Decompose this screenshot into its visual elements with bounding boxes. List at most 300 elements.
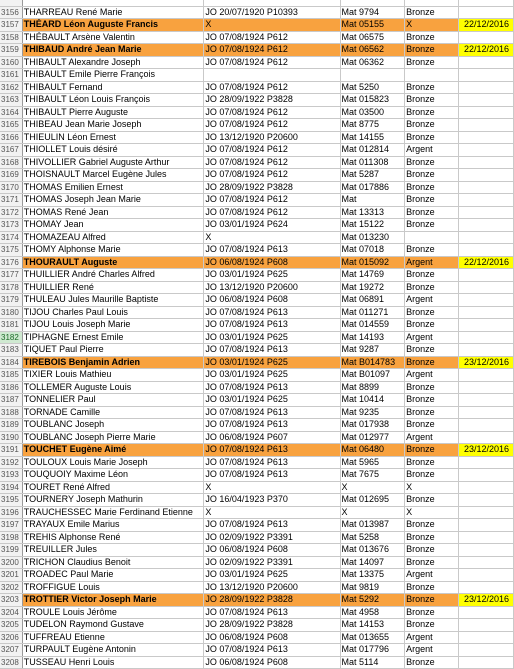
name-cell[interactable]: THÉBAULT Arsène Valentin (22, 31, 204, 44)
reference-cell[interactable]: JO 07/08/1924 P612 (204, 44, 340, 57)
date-cell[interactable] (459, 344, 514, 357)
reference-cell[interactable]: JO 06/08/1924 P608 (204, 294, 340, 307)
table-row[interactable] (0, 219, 514, 232)
reference-cell[interactable]: JO 02/09/1922 P3391 (204, 531, 340, 544)
reference-cell[interactable]: JO 07/08/1924 P613 (204, 344, 340, 357)
name-cell[interactable]: THOURAULT Auguste (22, 256, 204, 269)
reference-cell[interactable]: JO 06/08/1924 P608 (204, 256, 340, 269)
medal-cell[interactable]: Argent (405, 631, 459, 644)
name-cell[interactable]: THIBAULT Pierre Auguste (22, 106, 204, 119)
matricule-cell[interactable]: Mat 14155 (340, 131, 405, 144)
medal-cell[interactable]: Bronze (405, 594, 459, 607)
row-number[interactable]: 3198 (0, 531, 22, 544)
matricule-cell[interactable]: Mat 014559 (340, 319, 405, 332)
reference-cell[interactable]: JO 07/08/1924 P613 (204, 306, 340, 319)
medal-cell[interactable]: Bronze (405, 619, 459, 632)
reference-cell[interactable]: JO 03/01/1924 P625 (204, 356, 340, 369)
reference-cell[interactable]: JO 03/01/1924 P625 (204, 394, 340, 407)
date-cell[interactable] (459, 106, 514, 119)
table-row[interactable] (0, 556, 514, 569)
row-number[interactable]: 3187 (0, 394, 22, 407)
row-number[interactable]: 3205 (0, 619, 22, 632)
reference-cell[interactable]: JO 03/01/1924 P625 (204, 569, 340, 582)
name-cell[interactable]: THUILLIER René (22, 281, 204, 294)
medal-cell[interactable]: X (405, 506, 459, 519)
date-cell[interactable] (459, 294, 514, 307)
medal-cell[interactable]: Bronze (405, 394, 459, 407)
medal-cell[interactable]: Bronze (405, 306, 459, 319)
matricule-cell[interactable]: Mat 06891 (340, 294, 405, 307)
row-number[interactable]: 3171 (0, 194, 22, 207)
matricule-cell[interactable]: Mat 06480 (340, 444, 405, 457)
name-cell[interactable]: TOLLEMER Auguste Louis (22, 381, 204, 394)
row-number[interactable]: 3166 (0, 131, 22, 144)
table-row[interactable] (0, 81, 514, 94)
date-cell[interactable] (459, 269, 514, 282)
matricule-cell[interactable]: Mat 5287 (340, 169, 405, 182)
table-row[interactable] (0, 344, 514, 357)
table-row[interactable] (0, 631, 514, 644)
reference-cell[interactable]: JO 20/07/1920 P10393 (204, 6, 340, 19)
medal-cell[interactable]: Bronze (405, 456, 459, 469)
table-row[interactable] (0, 569, 514, 582)
date-cell[interactable]: 22/12/2016 (459, 19, 514, 32)
name-cell[interactable]: TIREBOIS Benjamin Adrien (22, 356, 204, 369)
matricule-cell[interactable]: Mat B014783 (340, 356, 405, 369)
name-cell[interactable]: THIBAULT Fernand (22, 81, 204, 94)
date-cell[interactable] (459, 331, 514, 344)
date-cell[interactable] (459, 619, 514, 632)
row-number[interactable]: 3193 (0, 469, 22, 482)
table-row[interactable] (0, 506, 514, 519)
medal-cell[interactable]: Bronze (405, 119, 459, 132)
date-cell[interactable]: 23/12/2016 (459, 444, 514, 457)
row-number[interactable]: 3179 (0, 294, 22, 307)
name-cell[interactable]: TOUCHET Eugène Aimé (22, 444, 204, 457)
reference-cell[interactable]: JO 07/08/1924 P613 (204, 319, 340, 332)
date-cell[interactable]: 22/12/2016 (459, 44, 514, 57)
name-cell[interactable]: THIBAULT Emile Pierre François (22, 69, 204, 82)
reference-cell[interactable]: JO 07/08/1924 P612 (204, 206, 340, 219)
table-row[interactable] (0, 419, 514, 432)
medal-cell[interactable]: Bronze (405, 194, 459, 207)
medal-cell[interactable] (405, 231, 459, 244)
medal-cell[interactable]: Argent (405, 256, 459, 269)
row-number[interactable]: 3188 (0, 406, 22, 419)
date-cell[interactable] (459, 131, 514, 144)
row-number[interactable]: 3175 (0, 244, 22, 257)
date-cell[interactable] (459, 194, 514, 207)
row-number[interactable]: 3177 (0, 269, 22, 282)
medal-cell[interactable]: Bronze (405, 519, 459, 532)
medal-cell[interactable]: Bronze (405, 56, 459, 69)
matricule-cell[interactable]: Mat 017938 (340, 419, 405, 432)
row-number[interactable]: 3162 (0, 81, 22, 94)
reference-cell[interactable]: JO 07/08/1924 P613 (204, 456, 340, 469)
medal-cell[interactable]: Bronze (405, 244, 459, 257)
name-cell[interactable]: TOUBLANC Joseph (22, 419, 204, 432)
row-number[interactable]: 3206 (0, 631, 22, 644)
reference-cell[interactable]: JO 07/08/1924 P613 (204, 244, 340, 257)
medal-cell[interactable]: Bronze (405, 419, 459, 432)
table-row[interactable] (0, 119, 514, 132)
name-cell[interactable]: TUDELON Raymond Gustave (22, 619, 204, 632)
name-cell[interactable]: THIOLLET Louis désiré (22, 144, 204, 157)
row-number[interactable]: 3161 (0, 69, 22, 82)
table-row[interactable] (0, 144, 514, 157)
row-number[interactable]: 3159 (0, 44, 22, 57)
name-cell[interactable]: TROADEC Paul Marie (22, 569, 204, 582)
row-number[interactable]: 3181 (0, 319, 22, 332)
name-cell[interactable]: THULEAU Jules Maurille Baptiste (22, 294, 204, 307)
reference-cell[interactable]: JO 03/01/1924 P625 (204, 331, 340, 344)
date-cell[interactable] (459, 531, 514, 544)
date-cell[interactable] (459, 94, 514, 107)
row-number[interactable]: 3194 (0, 481, 22, 494)
date-cell[interactable] (459, 156, 514, 169)
reference-cell[interactable]: JO 13/12/1920 P20600 (204, 131, 340, 144)
medal-cell[interactable]: Bronze (405, 444, 459, 457)
reference-cell[interactable] (204, 69, 340, 82)
row-number[interactable]: 3182 (0, 331, 22, 344)
matricule-cell[interactable]: Mat 14193 (340, 331, 405, 344)
name-cell[interactable]: TIQUET Paul Pierre (22, 344, 204, 357)
reference-cell[interactable]: X (204, 19, 340, 32)
matricule-cell[interactable]: Mat (340, 194, 405, 207)
row-number[interactable]: 3170 (0, 181, 22, 194)
table-row[interactable] (0, 31, 514, 44)
date-cell[interactable] (459, 281, 514, 294)
name-cell[interactable]: TREUILLER Jules (22, 544, 204, 557)
date-cell[interactable] (459, 431, 514, 444)
matricule-cell[interactable]: X (340, 481, 405, 494)
table-row[interactable] (0, 294, 514, 307)
name-cell[interactable]: TIJOU Charles Paul Louis (22, 306, 204, 319)
row-number[interactable]: 3165 (0, 119, 22, 132)
row-number[interactable]: 3163 (0, 94, 22, 107)
matricule-cell[interactable]: Mat 8899 (340, 381, 405, 394)
medal-cell[interactable] (405, 69, 459, 82)
matricule-cell[interactable]: Mat 14153 (340, 619, 405, 632)
row-number[interactable]: 3208 (0, 656, 22, 669)
table-row[interactable] (0, 56, 514, 69)
reference-cell[interactable]: JO 06/08/1924 P608 (204, 656, 340, 669)
reference-cell[interactable]: JO 03/01/1924 P625 (204, 269, 340, 282)
name-cell[interactable]: THARREAU René Marie (22, 6, 204, 19)
row-number[interactable]: 3197 (0, 519, 22, 532)
matricule-cell[interactable]: Mat 5258 (340, 531, 405, 544)
name-cell[interactable]: TUSSEAU Henri Louis (22, 656, 204, 669)
reference-cell[interactable]: JO 07/08/1924 P612 (204, 156, 340, 169)
name-cell[interactable]: TROULE Louis Jérôme (22, 606, 204, 619)
medal-cell[interactable]: Bronze (405, 44, 459, 57)
matricule-cell[interactable]: Mat 012814 (340, 144, 405, 157)
table-row[interactable] (0, 469, 514, 482)
name-cell[interactable]: TOUQUOIY Maxime Léon (22, 469, 204, 482)
matricule-cell[interactable]: X (340, 506, 405, 519)
matricule-cell[interactable]: Mat 012695 (340, 494, 405, 507)
date-cell[interactable] (459, 556, 514, 569)
row-number[interactable]: 3164 (0, 106, 22, 119)
matricule-cell[interactable]: Mat 14097 (340, 556, 405, 569)
reference-cell[interactable]: JO 06/08/1924 P607 (204, 431, 340, 444)
table-row[interactable] (0, 444, 514, 457)
medal-cell[interactable]: Bronze (405, 181, 459, 194)
row-number[interactable]: 3203 (0, 594, 22, 607)
reference-cell[interactable]: X (204, 506, 340, 519)
matricule-cell[interactable]: Mat 013676 (340, 544, 405, 557)
date-cell[interactable] (459, 494, 514, 507)
name-cell[interactable]: TRAUCHESSEC Marie Ferdinand Etienne (22, 506, 204, 519)
date-cell[interactable]: 23/12/2016 (459, 594, 514, 607)
matricule-cell[interactable]: Mat 8775 (340, 119, 405, 132)
row-number[interactable]: 3167 (0, 144, 22, 157)
matricule-cell[interactable]: Mat 06362 (340, 56, 405, 69)
date-cell[interactable] (459, 31, 514, 44)
table-row[interactable] (0, 281, 514, 294)
table-row[interactable] (0, 406, 514, 419)
date-cell[interactable] (459, 6, 514, 19)
row-number[interactable]: 3185 (0, 369, 22, 382)
matricule-cell[interactable]: Mat 015092 (340, 256, 405, 269)
medal-cell[interactable]: Bronze (405, 81, 459, 94)
reference-cell[interactable]: JO 28/09/1922 P3828 (204, 94, 340, 107)
matricule-cell[interactable]: Mat 07018 (340, 244, 405, 257)
date-cell[interactable] (459, 419, 514, 432)
name-cell[interactable]: TOURNERY Joseph Mathurin (22, 494, 204, 507)
row-number[interactable]: 3201 (0, 569, 22, 582)
matricule-cell[interactable]: Mat 013655 (340, 631, 405, 644)
table-row[interactable] (0, 519, 514, 532)
medal-cell[interactable]: X (405, 19, 459, 32)
name-cell[interactable]: THOMAZEAU Alfred (22, 231, 204, 244)
reference-cell[interactable]: JO 07/08/1924 P613 (204, 444, 340, 457)
row-number[interactable]: 3172 (0, 206, 22, 219)
reference-cell[interactable]: JO 02/09/1922 P3391 (204, 556, 340, 569)
table-row[interactable] (0, 356, 514, 369)
matricule-cell[interactable]: Mat 15122 (340, 219, 405, 232)
table-row[interactable] (0, 481, 514, 494)
medal-cell[interactable]: Bronze (405, 269, 459, 282)
matricule-cell[interactable]: Mat 5114 (340, 656, 405, 669)
table-row[interactable] (0, 181, 514, 194)
row-number[interactable]: 3192 (0, 456, 22, 469)
table-row[interactable] (0, 331, 514, 344)
reference-cell[interactable]: JO 28/09/1922 P3828 (204, 181, 340, 194)
reference-cell[interactable]: JO 07/08/1924 P612 (204, 144, 340, 157)
table-row[interactable] (0, 431, 514, 444)
row-number[interactable]: 3202 (0, 581, 22, 594)
row-number[interactable]: 3190 (0, 431, 22, 444)
medal-cell[interactable]: Bronze (405, 156, 459, 169)
date-cell[interactable] (459, 656, 514, 669)
date-cell[interactable] (459, 244, 514, 257)
reference-cell[interactable]: JO 06/08/1924 P608 (204, 631, 340, 644)
date-cell[interactable] (459, 394, 514, 407)
date-cell[interactable] (459, 306, 514, 319)
date-cell[interactable] (459, 81, 514, 94)
medal-cell[interactable]: Argent (405, 331, 459, 344)
row-number[interactable]: 3169 (0, 169, 22, 182)
table-row[interactable] (0, 394, 514, 407)
name-cell[interactable]: TIPHAGNE Ernest Emile (22, 331, 204, 344)
matricule-cell[interactable]: Mat 13313 (340, 206, 405, 219)
reference-cell[interactable]: JO 28/09/1922 P3828 (204, 619, 340, 632)
medal-cell[interactable]: Bronze (405, 319, 459, 332)
row-number[interactable]: 3174 (0, 231, 22, 244)
date-cell[interactable] (459, 469, 514, 482)
name-cell[interactable]: THOMAY Jean (22, 219, 204, 232)
date-cell[interactable] (459, 581, 514, 594)
date-cell[interactable] (459, 519, 514, 532)
row-number[interactable]: 3178 (0, 281, 22, 294)
date-cell[interactable] (459, 69, 514, 82)
medal-cell[interactable]: Bronze (405, 531, 459, 544)
medal-cell[interactable]: Bronze (405, 281, 459, 294)
date-cell[interactable] (459, 219, 514, 232)
reference-cell[interactable]: JO 07/08/1924 P612 (204, 106, 340, 119)
table-row[interactable] (0, 169, 514, 182)
reference-cell[interactable]: JO 07/08/1924 P612 (204, 169, 340, 182)
reference-cell[interactable]: JO 07/08/1924 P613 (204, 469, 340, 482)
medal-cell[interactable]: Bronze (405, 356, 459, 369)
medal-cell[interactable]: Bronze (405, 169, 459, 182)
name-cell[interactable]: THIBAUD André Jean Marie (22, 44, 204, 57)
reference-cell[interactable]: JO 07/08/1924 P613 (204, 644, 340, 657)
reference-cell[interactable]: JO 07/08/1924 P613 (204, 419, 340, 432)
reference-cell[interactable]: JO 07/08/1924 P613 (204, 606, 340, 619)
name-cell[interactable]: THIBAULT Alexandre Joseph (22, 56, 204, 69)
name-cell[interactable]: THIBEAU Jean Marie Joseph (22, 119, 204, 132)
name-cell[interactable]: TROFFIGUE Louis (22, 581, 204, 594)
table-row[interactable] (0, 106, 514, 119)
name-cell[interactable]: TRICHON Claudius Benoit (22, 556, 204, 569)
matricule-cell[interactable]: Mat 011271 (340, 306, 405, 319)
table-row[interactable] (0, 231, 514, 244)
reference-cell[interactable]: JO 03/01/1924 P625 (204, 369, 340, 382)
row-number[interactable]: 3196 (0, 506, 22, 519)
date-cell[interactable] (459, 369, 514, 382)
date-cell[interactable] (459, 56, 514, 69)
reference-cell[interactable]: X (204, 231, 340, 244)
matricule-cell[interactable]: Mat 9235 (340, 406, 405, 419)
matricule-cell[interactable]: Mat 14769 (340, 269, 405, 282)
name-cell[interactable]: TOURET René Alfred (22, 481, 204, 494)
row-number[interactable]: 3189 (0, 419, 22, 432)
row-number[interactable]: 3199 (0, 544, 22, 557)
row-number[interactable]: 3191 (0, 444, 22, 457)
date-cell[interactable] (459, 231, 514, 244)
row-number[interactable]: 3207 (0, 644, 22, 657)
name-cell[interactable]: TURPAULT Eugène Antonin (22, 644, 204, 657)
medal-cell[interactable]: Bronze (405, 581, 459, 594)
table-row[interactable] (0, 531, 514, 544)
medal-cell[interactable]: Bronze (405, 469, 459, 482)
row-number[interactable]: 3168 (0, 156, 22, 169)
table-row[interactable] (0, 44, 514, 57)
table-row[interactable] (0, 6, 514, 19)
medal-cell[interactable]: Argent (405, 569, 459, 582)
reference-cell[interactable]: JO 06/08/1924 P608 (204, 544, 340, 557)
matricule-cell[interactable]: Mat 011308 (340, 156, 405, 169)
matricule-cell[interactable]: Mat 06575 (340, 31, 405, 44)
matricule-cell[interactable]: Mat 012977 (340, 431, 405, 444)
reference-cell[interactable]: JO 07/08/1924 P613 (204, 381, 340, 394)
medal-cell[interactable]: Bronze (405, 31, 459, 44)
name-cell[interactable]: TREHIS Alphonse René (22, 531, 204, 544)
reference-cell[interactable]: JO 28/09/1922 P3828 (204, 594, 340, 607)
table-row[interactable] (0, 19, 514, 32)
table-row[interactable] (0, 131, 514, 144)
date-cell[interactable] (459, 606, 514, 619)
matricule-cell[interactable]: Mat 7675 (340, 469, 405, 482)
date-cell[interactable] (459, 406, 514, 419)
matricule-cell[interactable]: Mat 9287 (340, 344, 405, 357)
date-cell[interactable] (459, 569, 514, 582)
medal-cell[interactable]: Argent (405, 369, 459, 382)
date-cell[interactable] (459, 381, 514, 394)
medal-cell[interactable]: Bronze (405, 131, 459, 144)
date-cell[interactable] (459, 181, 514, 194)
matricule-cell[interactable]: Mat 06562 (340, 44, 405, 57)
name-cell[interactable]: TUFFREAU Etienne (22, 631, 204, 644)
medal-cell[interactable]: Bronze (405, 94, 459, 107)
date-cell[interactable] (459, 119, 514, 132)
table-row[interactable] (0, 381, 514, 394)
row-number[interactable]: 3173 (0, 219, 22, 232)
table-row[interactable] (0, 94, 514, 107)
matricule-cell[interactable]: Mat 10414 (340, 394, 405, 407)
reference-cell[interactable]: JO 07/08/1924 P612 (204, 81, 340, 94)
medal-cell[interactable]: Argent (405, 294, 459, 307)
reference-cell[interactable]: JO 07/08/1924 P613 (204, 406, 340, 419)
name-cell[interactable]: THIBAULT Léon Louis François (22, 94, 204, 107)
name-cell[interactable]: TRAYAUX Emile Marius (22, 519, 204, 532)
name-cell[interactable]: TOUBLANC Joseph Pierre Marie (22, 431, 204, 444)
table-row[interactable] (0, 69, 514, 82)
reference-cell[interactable]: JO 07/08/1924 P612 (204, 56, 340, 69)
medal-cell[interactable]: Bronze (405, 406, 459, 419)
date-cell[interactable]: 23/12/2016 (459, 356, 514, 369)
reference-cell[interactable]: JO 07/08/1924 P612 (204, 31, 340, 44)
matricule-cell[interactable] (340, 69, 405, 82)
matricule-cell[interactable]: Mat 5292 (340, 594, 405, 607)
row-number[interactable]: 3200 (0, 556, 22, 569)
matricule-cell[interactable]: Mat 017886 (340, 181, 405, 194)
reference-cell[interactable]: JO 07/08/1924 P613 (204, 519, 340, 532)
medal-cell[interactable]: Bronze (405, 381, 459, 394)
date-cell[interactable] (459, 644, 514, 657)
row-number[interactable]: 3180 (0, 306, 22, 319)
name-cell[interactable]: THUILLIER André Charles Alfred (22, 269, 204, 282)
name-cell[interactable]: THIVOLLIER Gabriel Auguste Arthur (22, 156, 204, 169)
table-row[interactable] (0, 369, 514, 382)
name-cell[interactable]: THOMY Alphonse Marie (22, 244, 204, 257)
reference-cell[interactable]: JO 07/08/1924 P612 (204, 194, 340, 207)
table-row[interactable] (0, 494, 514, 507)
date-cell[interactable] (459, 506, 514, 519)
table-row[interactable] (0, 156, 514, 169)
medal-cell[interactable]: Argent (405, 431, 459, 444)
medal-cell[interactable]: Bronze (405, 656, 459, 669)
date-cell[interactable] (459, 481, 514, 494)
matricule-cell[interactable]: Mat B01097 (340, 369, 405, 382)
date-cell[interactable] (459, 544, 514, 557)
name-cell[interactable]: TROTTIER Victor Joseph Marie (22, 594, 204, 607)
matricule-cell[interactable]: Mat 03500 (340, 106, 405, 119)
date-cell[interactable]: 22/12/2016 (459, 256, 514, 269)
reference-cell[interactable]: JO 13/12/1920 P20600 (204, 281, 340, 294)
